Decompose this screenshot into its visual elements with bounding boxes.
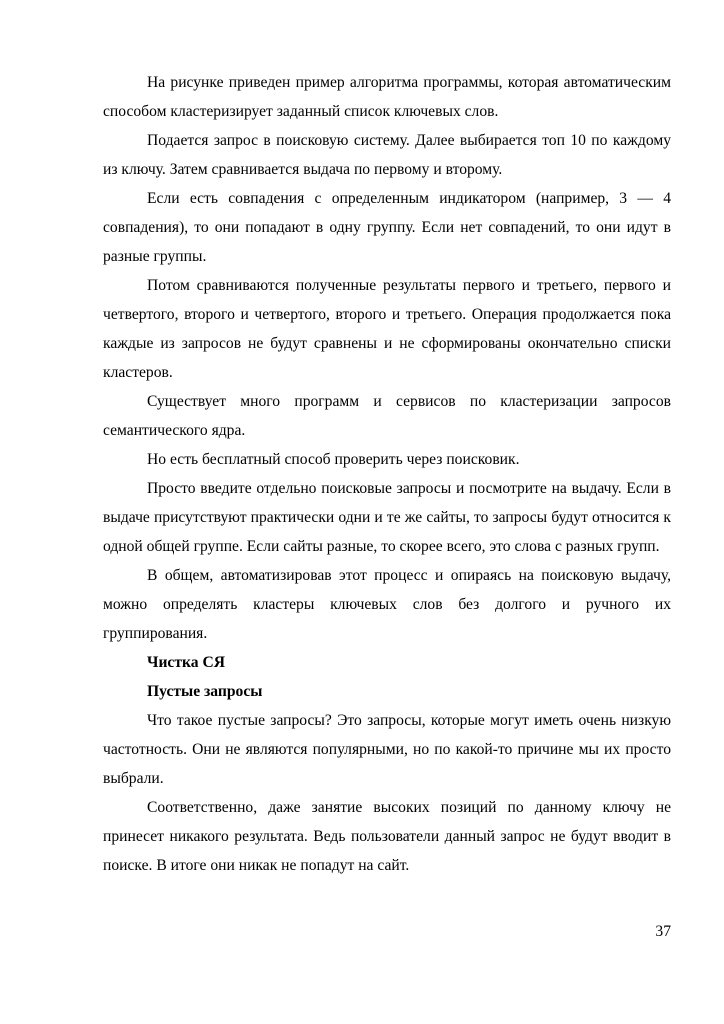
paragraph: Потом сравниваются полученные результаты первого и третьего, первого и четвертого, второго и четвертого, второго и третьего. Операция продолжается пока каждые из запросов не будут сравнены и не сформированы окончательно списки кластеров.	[103, 277, 671, 381]
paragraph: Что такое пустые запросы? Это запросы, которые могут иметь очень низкую частотность. Они не являются популярными, но по какой-то причине мы их просто выбрали.	[103, 712, 671, 787]
paragraph: В общем, автоматизировав этот процесс и опираясь на поисковую выдачу, можно определять кластеры ключевых слов без долгого и ручного их группирования.	[103, 567, 671, 642]
paragraph: Просто введите отдельно поисковые запросы и посмотрите на выдачу. Если в выдаче присутствуют практически одни и те же сайты, то запросы будут относится к одной общей группе. Если сайты разные, то скорее всего, это слова с разных групп.	[103, 480, 671, 555]
section-heading: Чистка СЯ	[147, 654, 225, 671]
paragraph: Существует много программ и сервисов по кластеризации запросов семантического ядра.	[103, 393, 671, 439]
paragraph: Соответственно, даже занятие высоких позиций по данному ключу не принесет никакого результата. Ведь пользователи данный запрос не будут вводит в поиске. В итоге они никак не попадут на сайт.	[103, 799, 671, 874]
page-number: 37	[655, 923, 671, 940]
paragraph: Подается запрос в поисковую систему. Далее выбирается топ 10 по каждому из ключу. Затем сравнивается выдача по первому и второму.	[103, 132, 671, 178]
paragraph: На рисунке приведен пример алгоритма программы, которая автоматическим способом кластеризирует заданный список ключевых слов.	[103, 74, 671, 120]
paragraph: Но есть бесплатный способ проверить через поисковик.	[147, 451, 520, 468]
body-text	[103, 68, 671, 880]
subsection-heading: Пустые запросы	[147, 683, 263, 700]
paragraph: Если есть совпадения с определенным индикатором (например, 3 — 4 совпадения), то они попадают в одну группу. Если нет совпадений, то они идут в разные группы.	[103, 190, 671, 265]
